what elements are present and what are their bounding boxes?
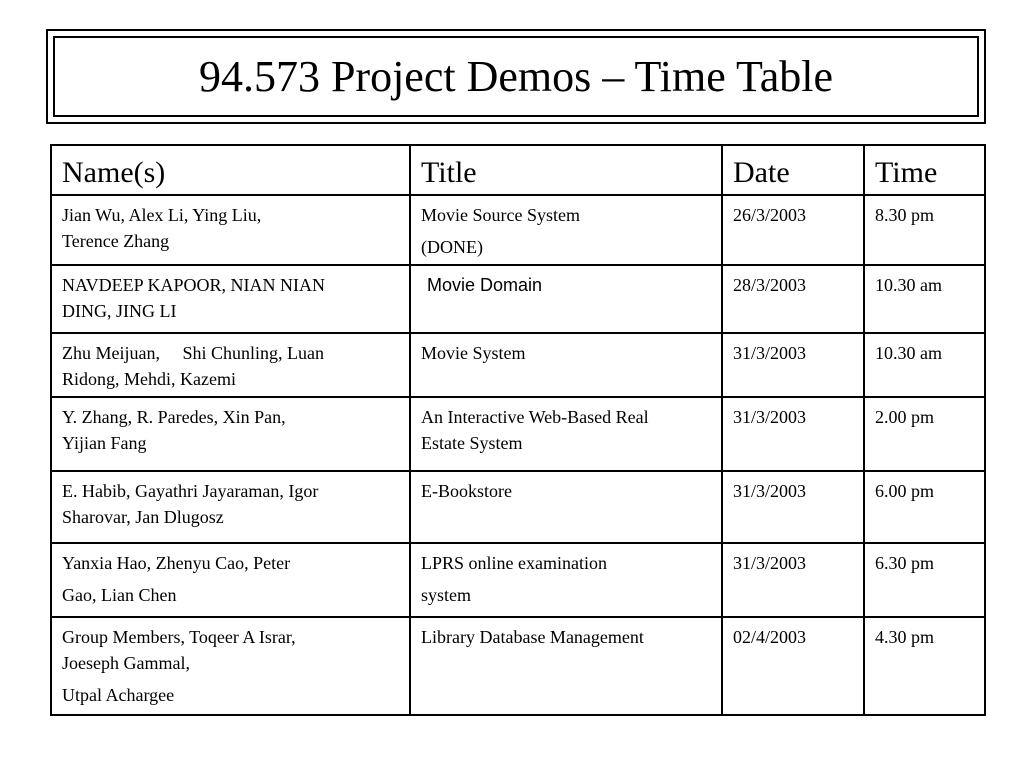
names-cell xyxy=(51,397,410,471)
names-cell xyxy=(51,471,410,543)
header-names: Name(s) xyxy=(51,145,410,195)
title-line: Estate System xyxy=(421,433,523,453)
date-cell: 02/4/2003 xyxy=(722,617,864,715)
names-line: NAVDEEP KAPOOR, NIAN NIAN xyxy=(62,275,326,295)
header-date: Date xyxy=(722,145,864,195)
names-line: Zhu Meijuan, Shi Chunling, Luan xyxy=(62,343,324,363)
title-line: Library Database Management xyxy=(421,627,644,647)
names-line: Jian Wu, Alex Li, Ying Liu, xyxy=(62,205,262,225)
names-cell xyxy=(51,333,410,397)
time-table xyxy=(50,144,986,716)
names-line: Yanxia Hao, Zhenyu Cao, Peter xyxy=(62,553,291,573)
time-cell: 2.00 pm xyxy=(864,397,985,471)
names-line: Ridong, Mehdi, Kazemi xyxy=(62,369,236,389)
time-cell: 10.30 am xyxy=(864,333,985,397)
title-line: (DONE) xyxy=(421,237,483,257)
table-row xyxy=(51,195,985,265)
time-cell: 6.30 pm xyxy=(864,543,985,617)
title-line: Movie Domain xyxy=(427,275,543,295)
title-line: An Interactive Web-Based Real xyxy=(421,407,649,427)
names-line: Group Members, Toqeer A Israr, xyxy=(62,627,296,647)
time-cell: 8.30 pm xyxy=(864,195,985,265)
title-box xyxy=(46,29,986,124)
date-cell: 31/3/2003 xyxy=(722,471,864,543)
names-line: Terence Zhang xyxy=(62,231,170,251)
title-cell xyxy=(410,617,722,715)
date-cell: 31/3/2003 xyxy=(722,543,864,617)
title-cell xyxy=(410,195,722,265)
table-row xyxy=(51,397,985,471)
date-cell: 26/3/2003 xyxy=(722,195,864,265)
table-row xyxy=(51,471,985,543)
names-line: Yijian Fang xyxy=(62,433,147,453)
names-line: Utpal Achargee xyxy=(62,685,175,705)
title-cell xyxy=(410,543,722,617)
names-line: E. Habib, Gayathri Jayaraman, Igor xyxy=(62,481,319,501)
date-cell: 31/3/2003 xyxy=(722,333,864,397)
header-title: Title xyxy=(410,145,722,195)
names-line: Sharovar, Jan Dlugosz xyxy=(62,507,224,527)
title-line: Movie System xyxy=(421,343,526,363)
names-cell xyxy=(51,265,410,333)
names-line: Y. Zhang, R. Paredes, Xin Pan, xyxy=(62,407,286,427)
table-row xyxy=(51,543,985,617)
page-title: 94.573 Project Demos – Time Table xyxy=(198,51,834,101)
names-line: DING, JING LI xyxy=(62,301,177,321)
title-line: system xyxy=(421,585,472,605)
time-cell: 4.30 pm xyxy=(864,617,985,715)
title-cell xyxy=(410,265,722,333)
date-cell: 31/3/2003 xyxy=(722,397,864,471)
names-cell xyxy=(51,617,410,715)
names-line: Gao, Lian Chen xyxy=(62,585,177,605)
title-cell xyxy=(410,397,722,471)
header-row xyxy=(51,145,985,195)
title-cell xyxy=(410,333,722,397)
title-line: LPRS online examination xyxy=(421,553,607,573)
date-cell: 28/3/2003 xyxy=(722,265,864,333)
time-cell: 10.30 am xyxy=(864,265,985,333)
title-inner-box xyxy=(53,36,979,117)
title-cell xyxy=(410,471,722,543)
names-line: Joeseph Gammal, xyxy=(62,653,190,673)
names-cell xyxy=(51,195,410,265)
title-line: Movie Source System xyxy=(421,205,580,225)
time-cell: 6.00 pm xyxy=(864,471,985,543)
table-row xyxy=(51,333,985,397)
header-time: Time xyxy=(864,145,985,195)
table-row xyxy=(51,265,985,333)
names-cell xyxy=(51,543,410,617)
title-line: E-Bookstore xyxy=(421,481,512,501)
table-row xyxy=(51,617,985,715)
